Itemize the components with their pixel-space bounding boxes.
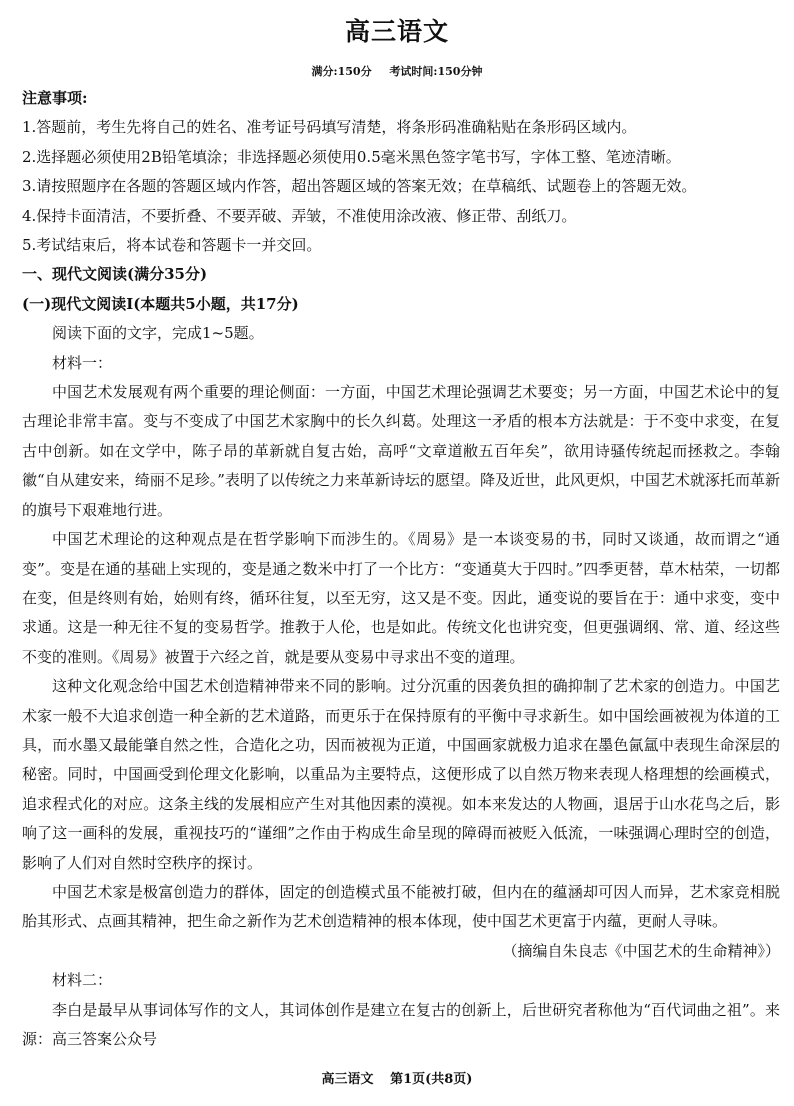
note-item: 3.请按照题序在各题的答题区域内作答，超出答题区域的答案无效；在草稿纸、试题卷上的答题无效。 xyxy=(22,177,697,196)
material-two-label: 材料二： xyxy=(52,971,113,990)
material-paragraph: 这种文化观念给中国艺术创造精神带来不同的影响。过分沉重的因袭负担的确抑制了艺术家的创造力。中国艺术家一般不大追求创造一种全新的艺术道路，而更乐于在保持原有的平衡中寻求新生。如中国绘画被视为体道的工具，而水墨又最能肇自然之性，合造化之功，因而被视为正道，中国画家就极力追求在墨色氤氲中表现生命深层的秘密。同时，中国画受到伦理文化影响，以重品为主要特点，这便形成了以自然万物来表现人格理想的绘画模式，追求程式化的对应。这条主线的发展相应产生对其他因素的漠视。如本来发达的人物画，退居于山水花鸟之后，影响了这一画科的发展，重视技巧的“谨细”之作由于构成生命呈现的障碍而被贬入低流，一味强调心理时空的创造，影响了人们对自然时空秩序的探讨。 xyxy=(22,677,780,872)
page-title: 高三语文 xyxy=(344,17,449,46)
notes-heading: 注意事项: xyxy=(22,89,88,107)
material-one-label: 材料一： xyxy=(52,353,113,372)
reading-instruction: 阅读下面的文字，完成1~5题。 xyxy=(52,324,264,343)
page-footer xyxy=(0,1068,794,1087)
note-item: 1.答题前，考生先将自己的姓名、准考证号码填写清楚，将条形码准确粘贴在条形码区域内。 xyxy=(22,118,637,137)
note-item: 4.保持卡面清洁，不要折叠、不要弄破、弄皱，不准使用涂改液、修正带、刮纸刀。 xyxy=(22,206,577,225)
full-score: 满分:150分 xyxy=(311,65,372,78)
subsection-heading: (一)现代文阅读Ⅰ(本题共5小题，共17分) xyxy=(22,294,299,313)
page-number: 第1页(共8页) xyxy=(390,1072,473,1087)
exam-meta xyxy=(0,63,794,79)
material-paragraph: 中国艺术理论的这种观点是在哲学影响下而涉生的。《周易》是一本谈变易的书，同时又谈通，故而谓之“通变”。变是在通的基础上实现的，变是通之数米中打了一个比方：“变通莫大于四时。”四季更替，草木枯荣，一切都在变，但是终则有始，始则有终，循环往复，以至无穷，这又是不变。因此，通变说的要旨在于：通中求变，变中求通。这是一种无往不复的变易哲学。推教于人伦，也是如此。传统文化也讲究变，但更强调纲、常、道、经这些不变的准则。《周易》被置于六经之首，就是要从变易中寻求出不变的道理。 xyxy=(22,530,780,666)
exam-time: 考试时间:150分钟 xyxy=(389,65,483,78)
section-heading: 一、现代文阅读(满分35分) xyxy=(22,265,208,284)
material-paragraph: 中国艺术发展观有两个重要的理论侧面：一方面，中国艺术理论强调艺术要变；另一方面，中国艺术论中的复古理论非常丰富。变与不变成了中国艺术家胸中的长久纠葛。处理这一矛盾的根本方法就是：于不变中求变，在复古中创新。如在文学中，陈子昂的革新就自复古始，高呼“文章道敝五百年矣”，欲用诗骚传统起而拯救之。李翰徽“自从建安来，绮丽不足珍。”表明了以传统之力来革新诗坛的愿望。降及近世，此风更炽，中国艺术就涿托而革新的旗号下艰难地行进。 xyxy=(22,383,780,519)
material-source: （摘编自朱良志《中国艺术的生命精神》） xyxy=(502,941,780,960)
material-paragraph: 李白是最早从事词体写作的文人，其词体创作是建立在复古的创新上，后世研究者称他为“百代词曲之祖”。来源：高三答案公众号 xyxy=(22,1000,780,1048)
note-item: 5.考试结束后，将本试卷和答题卡一并交回。 xyxy=(22,236,322,255)
footer-subject: 高三语文 xyxy=(321,1072,374,1087)
material-paragraph: 中国艺术家是极富创造力的群体，固定的创造模式虽不能被打破，但内在的蕴涵却可因人而异，艺术家竞相脱胎其形式、点画其精神，把生命之新作为艺术创造精神的根本体现，使中国艺术更富于内蕴，更耐人寻味。 xyxy=(22,882,780,931)
exam-body xyxy=(22,84,780,1054)
note-item: 2.选择题必须使用2B铅笔填涂；非选择题必须使用0.5毫米黑色签字笔书写，字体工整、笔迹清晰。 xyxy=(22,147,681,166)
